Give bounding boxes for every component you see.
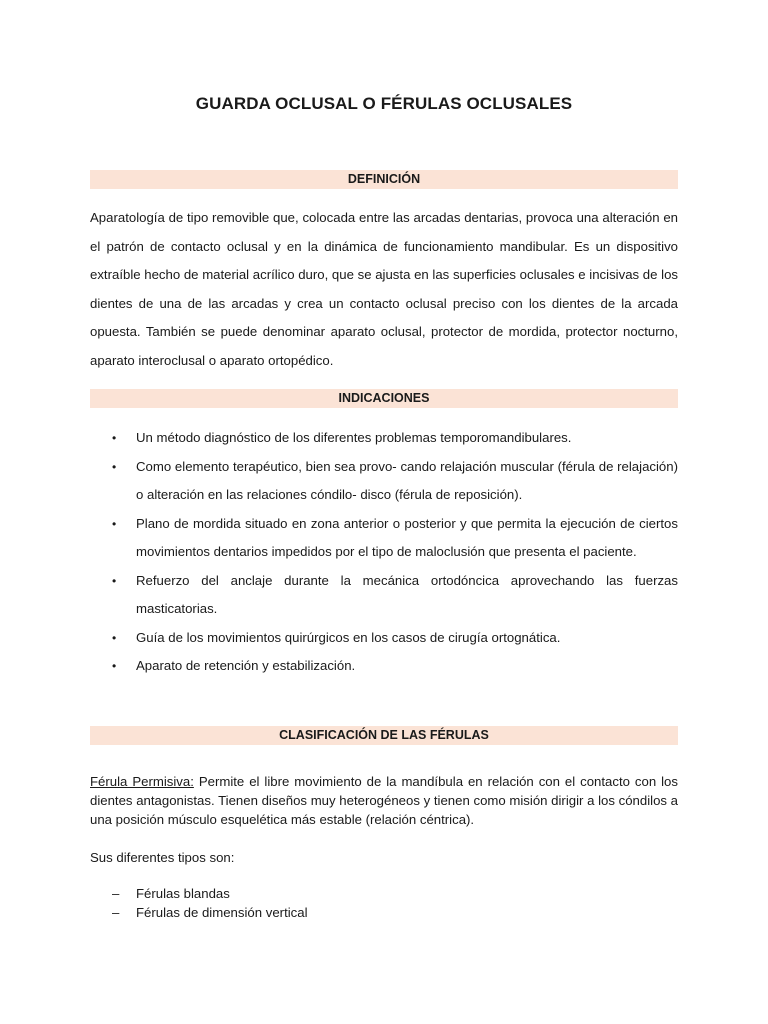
section-heading-classification: CLASIFICACIÓN DE LAS FÉRULAS xyxy=(90,726,678,745)
bullet-icon: • xyxy=(112,630,117,645)
list-item-text: Plano de mordida situado en zona anterior o posterior y que permita la ejecución de ciertos movimientos dentarios impedidos por el tipo de maloclusión que presenta el paciente. xyxy=(136,515,678,559)
dash-icon: – xyxy=(112,886,120,901)
list-item-text: Férulas de dimensión vertical xyxy=(136,905,308,920)
bullet-icon: • xyxy=(112,659,117,673)
list-item xyxy=(90,453,678,510)
list-item-text: Guía de los movimientos quirúrgicos en los casos de cirugía ortognática. xyxy=(136,629,561,645)
list-item xyxy=(90,424,678,453)
types-intro: Sus diferentes tipos son: xyxy=(90,850,235,865)
document-title: GUARDA OCLUSAL O FÉRULAS OCLUSALES xyxy=(195,94,573,113)
definition-paragraph: Aparatología de tipo removible que, colocada entre las arcadas dentarias, provoca una alteración en el patrón de contacto oclusal y en la dinámica de funcionamiento mandibular. Es un dispositivo extraíble hecho de material acrílico duro, que se ajusta en las superficies oclusales e incisivas de los dientes de una de las arcadas y crea un contacto oclusal preciso con los dientes de la arcada opuesta. También se puede denominar aparato oclusal, protector de mordida, protector nocturno, aparato interoclusal o aparato ortopédico. xyxy=(90,210,678,368)
types-list xyxy=(90,884,308,922)
list-item-text: Un método diagnóstico de los diferentes problemas temporomandibulares. xyxy=(136,430,572,445)
dash-icon: – xyxy=(112,905,120,920)
list-item-text: Férulas blandas xyxy=(136,886,230,901)
section-heading-definition: DEFINICIÓN xyxy=(90,170,678,189)
indications-list xyxy=(90,424,678,681)
section-heading-indications: INDICACIONES xyxy=(90,389,678,408)
list-item-text: Aparato de retención y estabilización. xyxy=(136,658,356,673)
list-item xyxy=(90,567,678,624)
list-item-text: Refuerzo del anclaje durante la mecánica ortodóncica aprovechando las fuerzas masticatorias. xyxy=(136,572,678,616)
list-item xyxy=(90,624,678,653)
bullet-icon: • xyxy=(112,573,117,588)
permissive-splint-text: Permite el libre movimiento de la mandíbula en relación con el contacto con los dientes antagonistas. Tienen diseños muy heterogéneos y tienen como misión dirigir a los cóndilos a una posición músculo esquelética más estable (relación céntrica). xyxy=(90,774,678,827)
list-item xyxy=(90,510,678,567)
permissive-splint-term: Férula Permisiva: xyxy=(90,774,194,789)
bullet-icon: • xyxy=(112,431,117,445)
permissive-splint-paragraph xyxy=(90,772,678,829)
list-item xyxy=(90,903,308,922)
list-item xyxy=(90,884,308,903)
list-item xyxy=(90,652,678,681)
bullet-icon: • xyxy=(112,459,117,474)
bullet-icon: • xyxy=(112,516,117,531)
list-item-text: Como elemento terapéutico, bien sea provo- cando relajación muscular (férula de relajación) o alteración en las relaciones cóndilo- disco (férula de reposición). xyxy=(136,458,678,502)
